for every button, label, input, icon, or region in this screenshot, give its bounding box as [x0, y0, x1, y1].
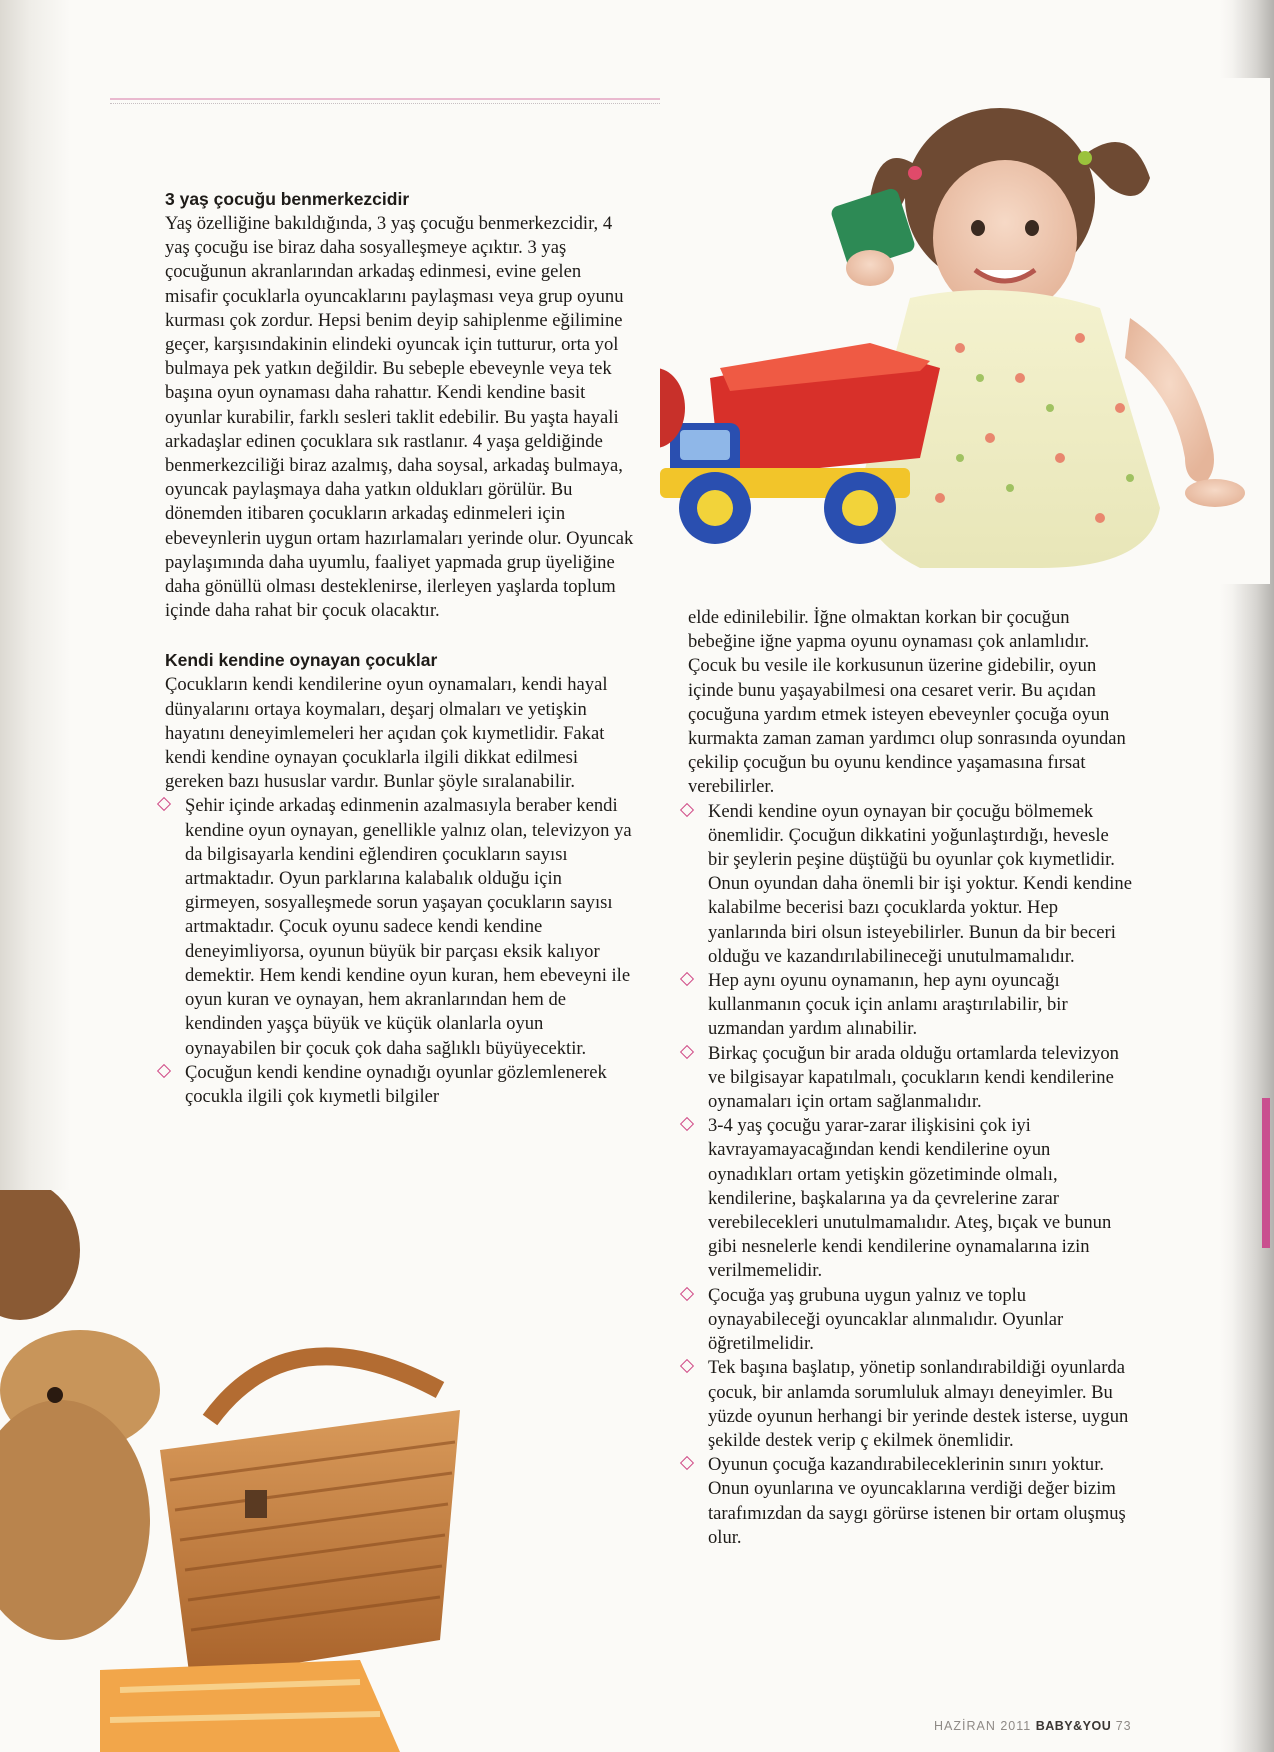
right-bullet-list [688, 800, 1133, 1550]
diamond-bullet-icon [680, 1045, 694, 1059]
list-item: Kendi kendine oyun oynayan bir çocuğu bölmemek önemlidir. Çocuğun dikkatini yoğunlaştırdığı, hevesle bir şeylerin peşine düştüğü bu oyunlar çok kıymetlidir. Onun oyundan daha önemli bir işi yoktur. Kendi kendine kalabilme becerisi bazı çocuklarda yoktur. Hep yanlarında biri olsun isteyebilirler. Bunun da bir beceri olduğu ve kazandırılabilineceği unutulmamalıdır. [688, 800, 1133, 969]
diamond-bullet-icon [157, 1064, 171, 1078]
section-heading-kendi-kendine: Kendi kendine oynayan çocuklar [165, 650, 438, 671]
girl-with-toy-truck-photo [660, 78, 1270, 584]
diamond-bullet-icon [680, 1359, 694, 1373]
diamond-bullet-icon [680, 972, 694, 986]
footer-magazine-name: BABY&YOU [1035, 1719, 1112, 1733]
wicker-basket-teddy-bear-photo [0, 1190, 470, 1752]
list-item: Oyunun çocuğa kazandırabileceklerinin sınırı yoktur. Onun oyunlarına ve oyuncaklarına verdiği değer bizim tarafımızdan da saygı görürse istenen bir ortam oluşmuş olur. [688, 1453, 1133, 1550]
list-item: Çocuğa yaş grubuna uygun yalnız ve toplu oynayabileceği oyuncaklar alınmalıdır. Oyunlar öğretilmelidir. [688, 1284, 1133, 1357]
left-column [165, 188, 635, 1109]
list-item: Tek başına başlatıp, yönetip sonlandırabildiği oyunlarda çocuk, bir anlamda sorumluluk almayı deneyimler. Bu yüzde oyunun herhangi bir yerinde destek isterse, uygun şekilde destek verip ç ekilmek önemlidir. [688, 1356, 1133, 1453]
list-item: Hep aynı oyunu oynamanın, hep aynı oyuncağı kullanmanın çocuk için anlamı araştırılabilir, bir uzmandan yardım alınabilir. [688, 969, 1133, 1042]
diamond-bullet-icon [680, 1456, 694, 1470]
list-item: Çocuğun kendi kendine oynadığı oyunlar gözlemlenerek çocukla ilgili çok kıymetli bilgiler [165, 1061, 635, 1109]
list-item: 3-4 yaş çocuğu yarar-zarar ilişkisini çok iyi kavrayamayacağından kendi kendilerine oyun oynadıkları ortam yetişkin gözetiminde olmalı, kendilerine, başkalarına ya da çevrelerine zarar verebilecekleri unutulmamalıdır. Ateş, bıçak ve bunun gibi nesnelerle kendi kendilerine oynamalarına izin verilmemelidir. [688, 1114, 1133, 1283]
diamond-bullet-icon [157, 797, 171, 811]
continuation-text: elde edinilebilir. İğne olmaktan korkan bir çocuğun bebeğine iğne yapma oyunu oynaması çok anlamlıdır. Çocuk bu vesile ile korkusunun üzerine gidebilir, oyun içinde bunu yaşayabilmesi ona cesaret verir. Bu açıdan çocuğuna yardım etmek isteyen ebeveynler çocuğa oyun kurmakta zaman zaman yardımcı olup sonrasında oyundan çekilip çocuğun bu oyunu kendince yaşamasına fırsat verebilirler. [688, 607, 1126, 798]
footer-page-number: 73 [1115, 1719, 1132, 1733]
diamond-bullet-icon [680, 1287, 694, 1301]
diamond-bullet-icon [680, 1117, 694, 1131]
page-footer [934, 1719, 1132, 1733]
list-item: Birkaç çocuğun bir arada olduğu ortamlarda televizyon ve bilgisayar kapatılmalı, çocukların kendi kendilerine oynamaları için ortam sağlanmalıdır. [688, 1042, 1133, 1115]
left-bullet-list [165, 794, 635, 1109]
section-body-3-yas: Yaş özelliğine bakıldığında, 3 yaş çocuğu benmerkezcidir, 4 yaş çocuğu ise biraz daha sosyalleşmeye açıktır. 3 yaş çocuğunun akranlarından arkadaş edinmesi, evine gelen misafir çocuklarla oyuncaklarını paylaşması veya grup oyunu kurması çok zordur. Hepsi benim deyip sahiplenme eğilimine geçer, karşısındakinin elindeki oyuncak için tutturur, orta yol bulmaya pek yatkın değildir. Bu sebeple ebeveynle veya tek başına oyun oynaması daha rahattır. Kendi kendine basit oyunlar kurabilir, farklı sesleri taklit edebilir. Bu yaşta hayali arkadaşlar edinen çocuklara sık rastlanır. 4 yaşa geldiğinde benmerkezciliği biraz azalmış, daha soysal, arkadaş bulmaya, oyuncak paylaşmaya daha yatkın oldukları görülür. Bu dönemden itibaren çocukların arkadaş edinmeleri için ebeveynlerin uygun ortam hazırlamaları yerinde olur. Oyuncak paylaşımında daha uyumlu, faaliyet yapmada grup üyeliğine daha gönüllü olması desteklenirse, ilerleyen yaşlarda toplum içinde daha rahat bir çocuk olacaktır. [165, 213, 634, 622]
right-column [688, 606, 1133, 1550]
section-heading-3-yas: 3 yaş çocuğu benmerkezcidir [165, 189, 410, 209]
diamond-bullet-icon [680, 803, 694, 817]
section-body-kendi-kendine: Çocukların kendi kendilerine oyun oynamaları, kendi hayal dünyalarını ortaya koymaları, deşarj olmaları ve yetişkin hayatını deneyimlemeleri her açıdan çok kıymetlidir. Fakat kendi kendine oynayan çocuklarla ilgili dikkat edilmesi gereken bazı hususlar vardır. Bunlar şöyle sıralanabilir. [165, 674, 608, 793]
edge-color-tab [1262, 1098, 1270, 1248]
list-item: Şehir içinde arkadaş edinmenin azalmasıyla beraber kendi kendine oyun oynayan, genellikle yalnız olan, televizyon ya da bilgisayarla kendini eğlendiren çocukların sayısı artmaktadır. Oyun parklarına kalabalık olduğu için girmeyen, sosyalleşmede sorun yaşayan çocukların sayısı artmaktadır. Çocuk oyunu sadece kendi kendine deneyimliyorsa, oyunun büyük bir parçası eksik kalıyor demektir. Hem kendi kendine oyun kuran, hem ebeveyni ile oyun kuran ve oynayan, hem akranlarından hem de kendinden yaşça büyük ve küçük olanlarla oyun oynayabilen bir çocuk çok daha sağlıklı büyüyecektir. [165, 794, 635, 1060]
footer-date: HAZİRAN 2011 [934, 1719, 1032, 1733]
